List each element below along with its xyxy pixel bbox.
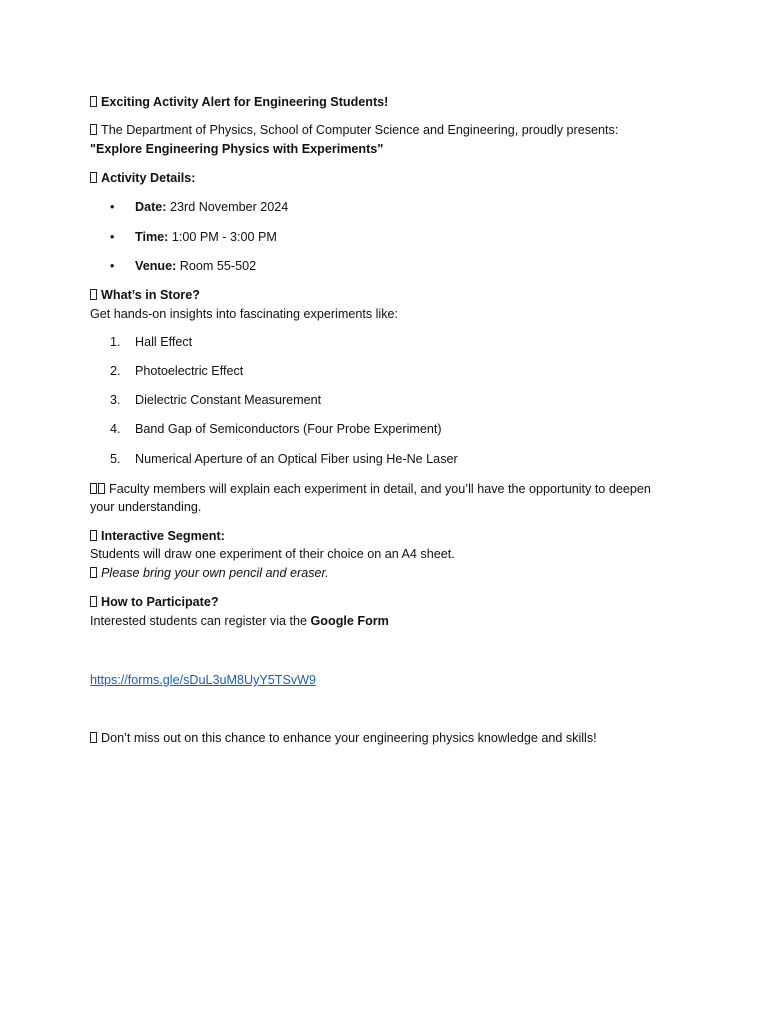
- emoji-placeholder-icon: [90, 732, 97, 743]
- form-link[interactable]: https://forms.gle/sDuL3uM8UyY5TSvW9: [90, 673, 317, 687]
- emoji-placeholder-icon: [90, 172, 97, 183]
- details-heading: Activity Details:: [90, 170, 195, 186]
- emoji-placeholder-icon: [90, 124, 97, 135]
- list-number: 2.: [110, 364, 121, 378]
- interactive-note: Please bring your own pencil and eraser.: [90, 565, 329, 581]
- bullet-icon: •: [110, 259, 115, 273]
- closing: Don’t miss out on this chance to enhance your engineering physics knowledge and skills!: [90, 730, 597, 746]
- list-item: Numerical Aperture of an Optical Fiber using He-Ne Laser: [135, 452, 458, 466]
- emoji-placeholder-icon: [98, 483, 105, 494]
- interactive-text: Students will draw one experiment of their choice on an A4 sheet.: [90, 547, 455, 561]
- list-number: 3.: [110, 393, 121, 407]
- list-item: Hall Effect: [135, 335, 193, 349]
- emoji-placeholder-icon: [90, 96, 97, 107]
- faculty-line-2: your understanding.: [90, 500, 202, 514]
- list-item: Photoelectric Effect: [135, 364, 244, 378]
- bullet-icon: •: [110, 200, 115, 214]
- store-intro: Get hands-on insights into fascinating experiments like:: [90, 307, 399, 321]
- list-number: 5.: [110, 452, 121, 466]
- list-item: Band Gap of Semiconductors (Four Probe Experiment): [135, 422, 442, 436]
- intro: The Department of Physics, School of Computer Science and Engineering, proudly presents:: [90, 122, 618, 138]
- emoji-placeholder-icon: [90, 567, 97, 578]
- list-item: Dielectric Constant Measurement: [135, 393, 322, 407]
- list-number: 1.: [110, 335, 121, 349]
- emoji-placeholder-icon: [90, 289, 97, 300]
- emoji-placeholder-icon: [90, 530, 97, 541]
- interactive-heading: Interactive Segment:: [90, 528, 225, 544]
- emoji-placeholder-icon: [90, 483, 97, 494]
- participate-heading: How to Participate?: [90, 594, 219, 610]
- detail-venue: Venue: Room 55-502: [135, 259, 257, 273]
- list-number: 4.: [110, 422, 121, 436]
- emoji-placeholder-icon: [90, 596, 97, 607]
- participate-text: Interested students can register via the Google Form: [90, 614, 389, 628]
- detail-date: Date: 23rd November 2024: [135, 200, 289, 214]
- bullet-icon: •: [110, 230, 115, 244]
- headline: Exciting Activity Alert for Engineering Students!: [90, 94, 388, 110]
- store-heading: What’s in Store?: [90, 287, 200, 303]
- faculty-line: Faculty members will explain each experiment in detail, and you’ll have the opportunity to deepen: [90, 481, 651, 497]
- form-link-line: [90, 672, 316, 688]
- event-title: "Explore Engineering Physics with Experiments": [90, 142, 384, 156]
- detail-time: Time: 1:00 PM - 3:00 PM: [135, 230, 277, 244]
